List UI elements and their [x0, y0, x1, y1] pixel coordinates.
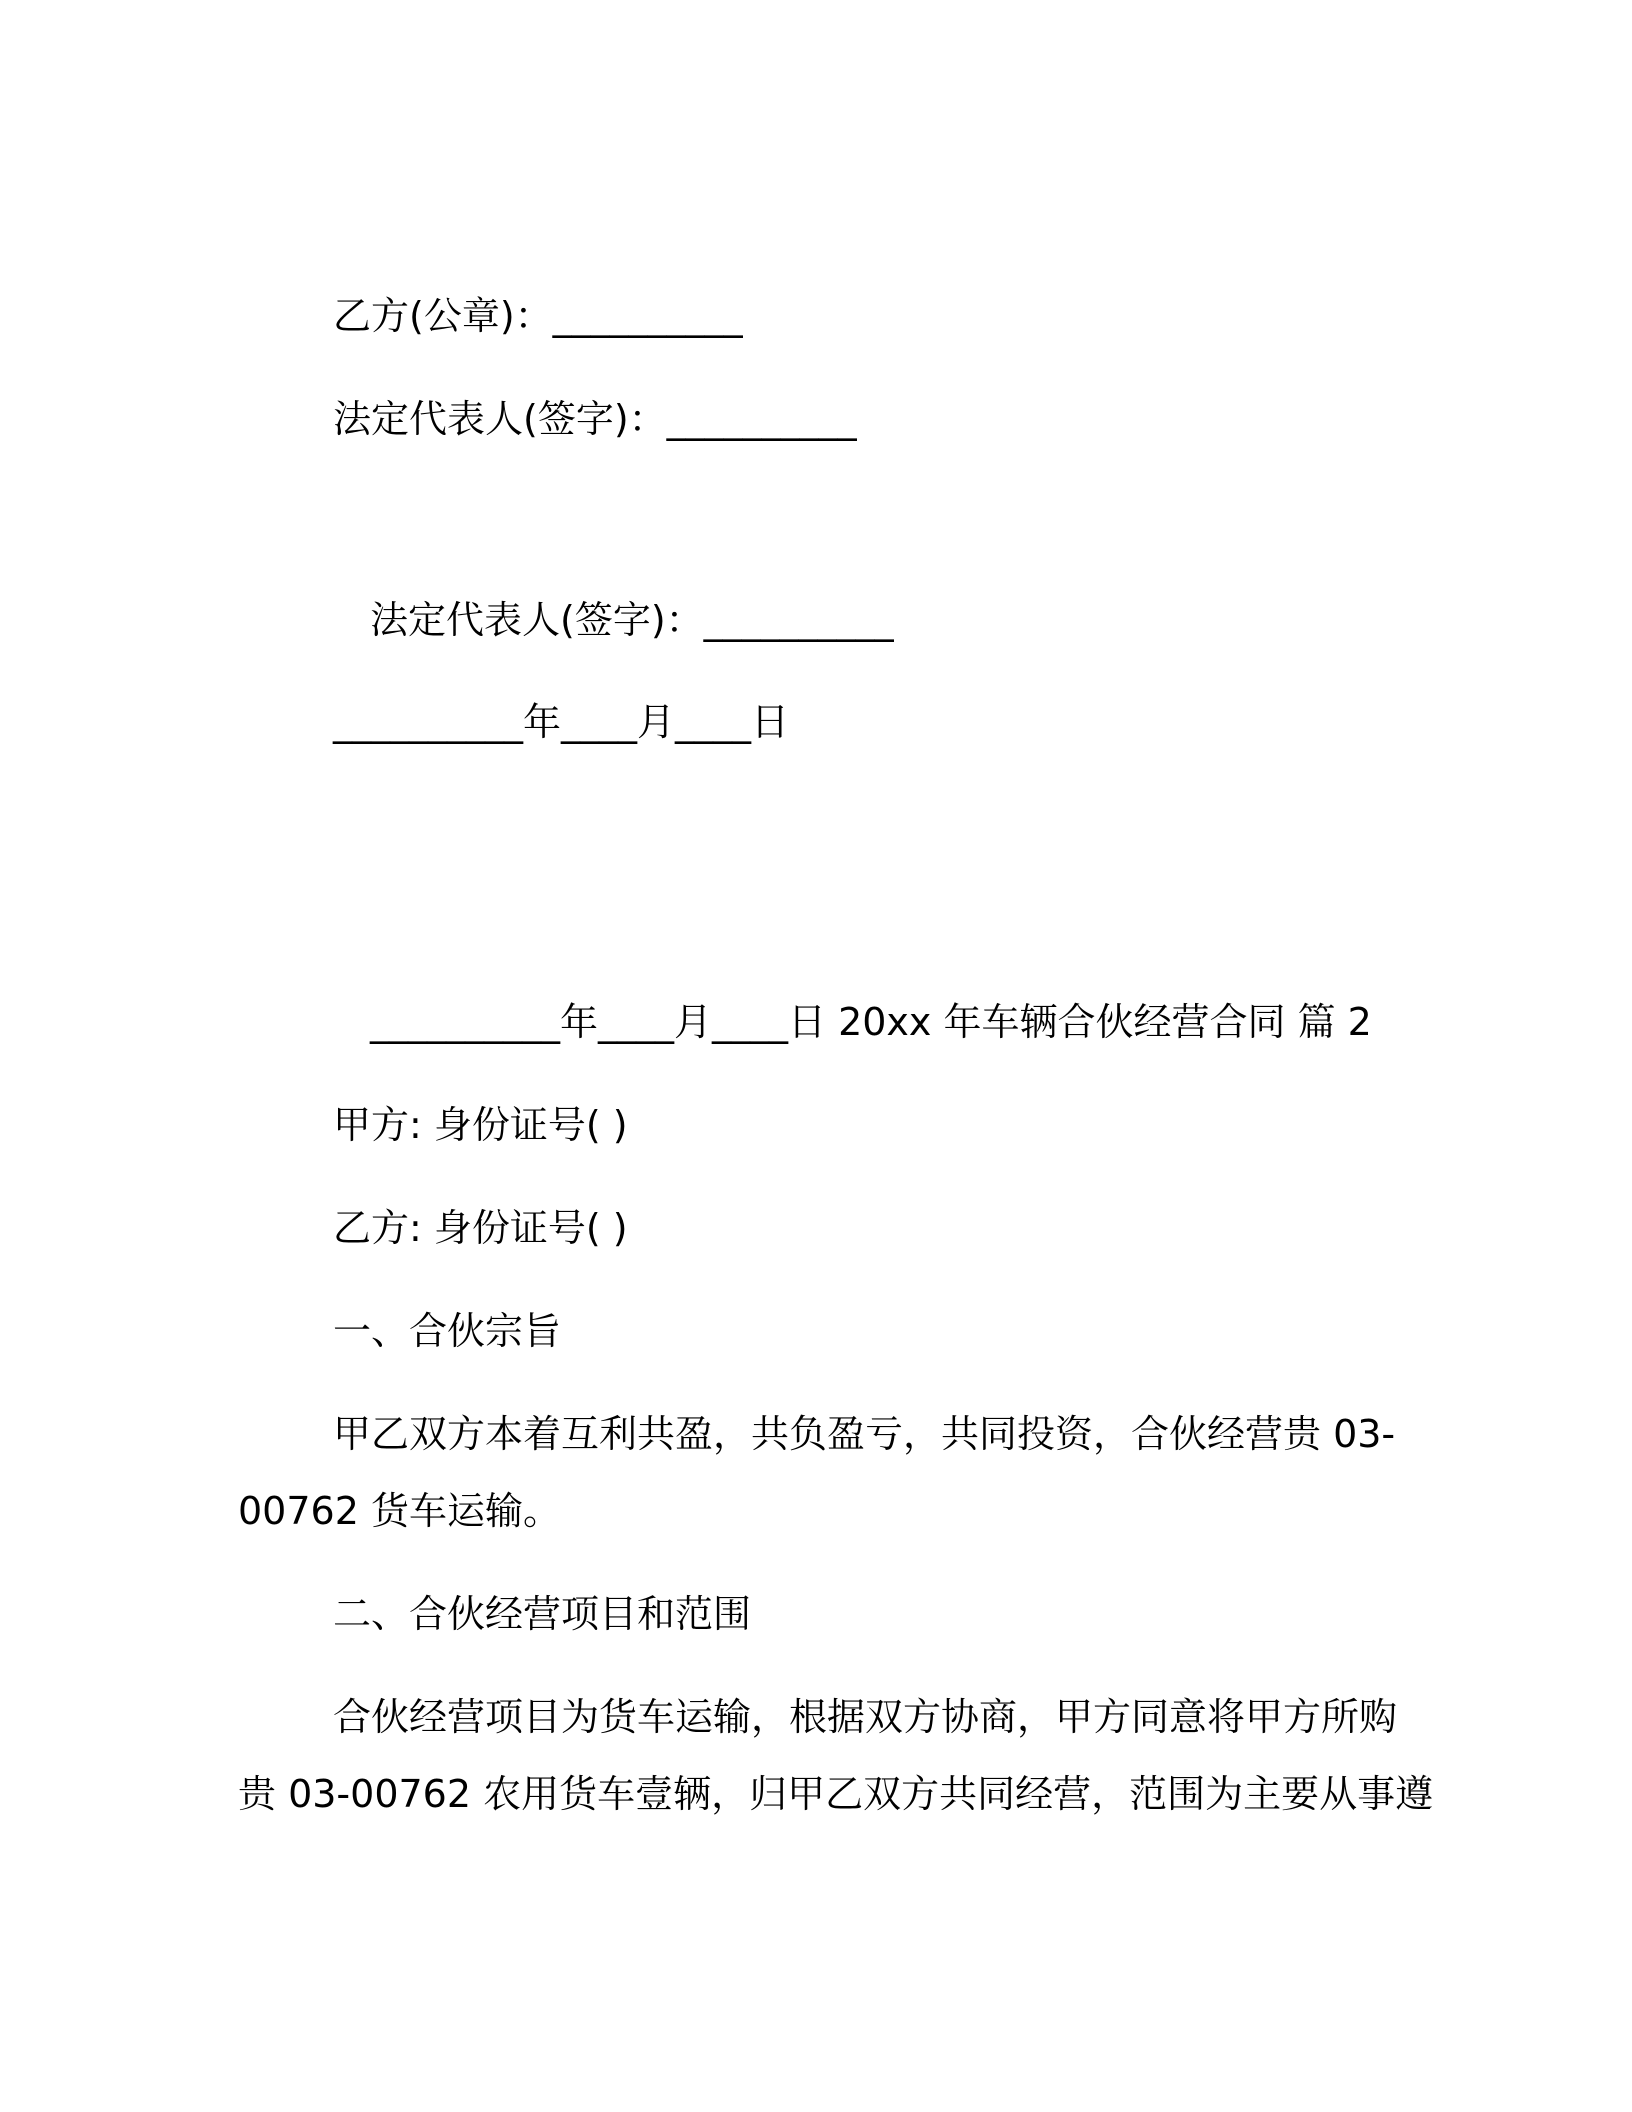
date-line: __________年____月____日	[333, 700, 790, 744]
date-and-contract-title-line: __________年____月____日 20xx 年车辆合伙经营合同 篇 2	[370, 1000, 1372, 1044]
party-a-id-line: 甲方: 身份证号( )	[333, 1103, 628, 1147]
section-heading-purpose: 一、合伙宗旨	[333, 1309, 562, 1353]
party-b-id-line: 乙方: 身份证号( )	[333, 1206, 628, 1250]
section-heading-scope: 二、合伙经营项目和范围	[333, 1592, 752, 1636]
legal-representative-line: 法定代表人(签字)：__________	[333, 397, 857, 441]
party-b-seal-line: 乙方(公章)：__________	[333, 294, 743, 338]
legal-representative-line-indented: 法定代表人(签字)：__________	[370, 598, 894, 642]
section-paragraph-purpose-line-2: 00762 货车运输。	[238, 1489, 561, 1533]
section-paragraph-scope-line-2: 贵 03-00762 农用货车壹辆，归甲乙双方共同经营，范围为主要从事遵	[238, 1772, 1434, 1816]
section-paragraph-scope-line-1: 合伙经营项目为货车运输，根据双方协商，甲方同意将甲方所购	[333, 1695, 1398, 1739]
section-paragraph-purpose-line-1: 甲乙双方本着互利共盈，共负盈亏，共同投资，合伙经营贵 03-	[333, 1412, 1396, 1456]
